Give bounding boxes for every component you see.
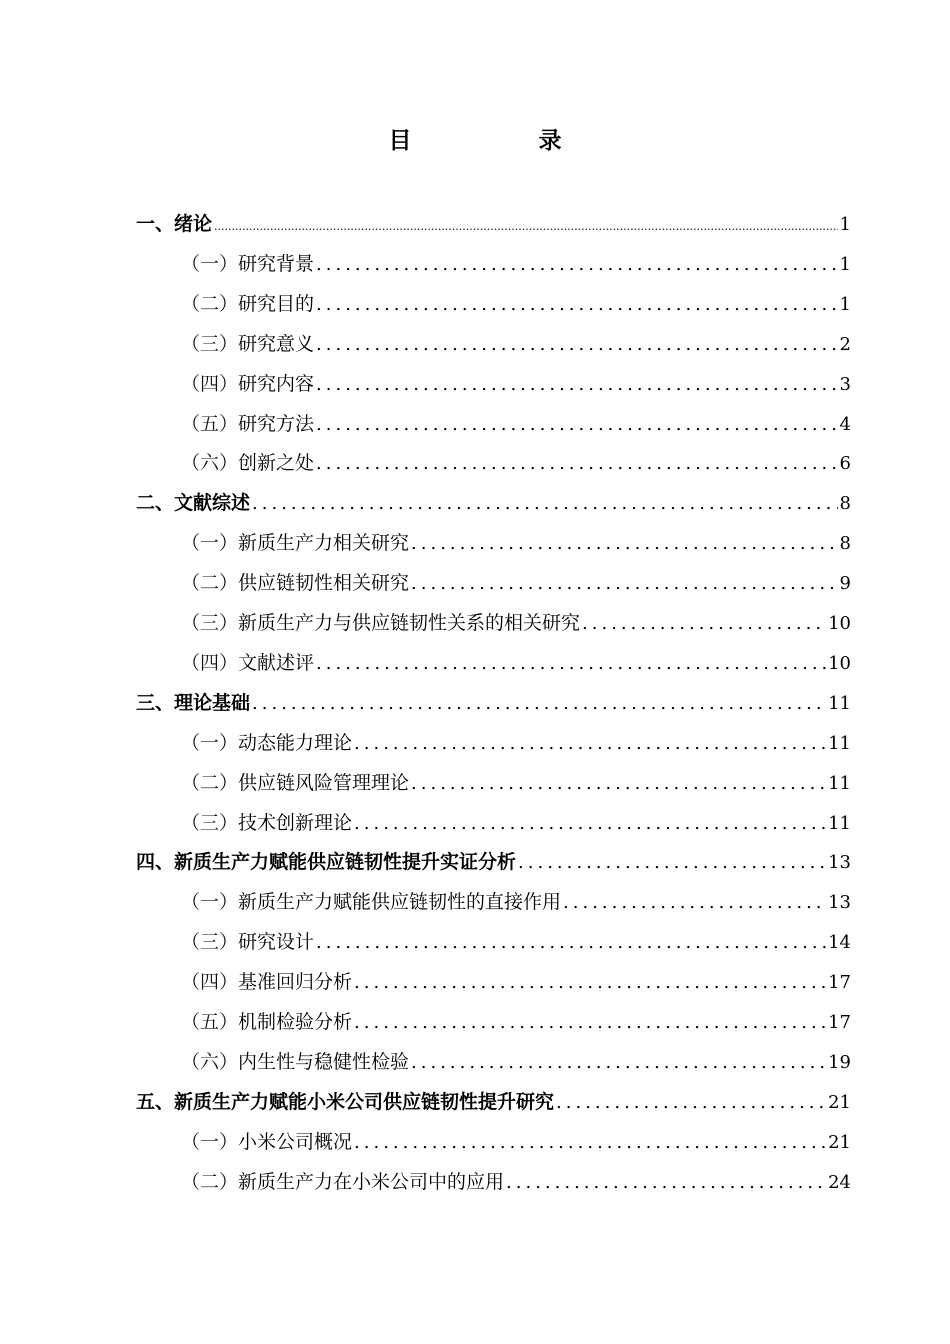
toc-entry-number: 三、 — [136, 691, 175, 714]
toc-section-entry[interactable] — [181, 763, 851, 803]
toc-dot-leader — [563, 883, 826, 923]
toc-dot-leader — [411, 764, 826, 804]
toc-page-number: 6 — [839, 453, 851, 475]
toc-page-number: 11 — [828, 772, 851, 794]
toc-dot-leader — [214, 207, 838, 247]
toc-page-number: 10 — [828, 652, 851, 674]
toc-entry-title: 小米公司概况 — [238, 1130, 353, 1153]
toc-page-number: 11 — [828, 732, 851, 754]
toc-dot-leader — [518, 843, 826, 883]
toc-dot-leader — [316, 405, 838, 445]
toc-entry-number: （六） — [181, 452, 239, 475]
toc-entry-number: 五、 — [136, 1090, 175, 1113]
toc-entry-title: 研究内容 — [238, 372, 315, 395]
toc-dot-leader — [316, 365, 838, 405]
toc-entry-title: 研究方法 — [238, 412, 315, 435]
toc-entry-number: （二） — [181, 292, 239, 315]
toc-page-number: 11 — [828, 692, 851, 714]
toc-entry-title: 理论基础 — [174, 691, 251, 714]
toc-section-entry[interactable] — [181, 324, 851, 364]
toc-chapter-entry[interactable] — [136, 204, 851, 244]
toc-entry-number: （一） — [181, 252, 239, 275]
toc-dot-leader — [252, 484, 838, 524]
toc-section-entry[interactable] — [181, 443, 851, 483]
toc-section-entry[interactable] — [181, 404, 851, 444]
toc-entry-title: 基准回归分析 — [238, 971, 353, 994]
toc-entry-title: 研究背景 — [238, 252, 315, 275]
toc-section-entry[interactable] — [181, 1042, 851, 1082]
toc-section-entry[interactable] — [181, 643, 851, 683]
toc-entry-title: 文献述评 — [238, 651, 315, 674]
toc-section-entry[interactable] — [181, 723, 851, 763]
toc-entry-number: （三） — [181, 811, 239, 834]
toc-entry-title: 新质生产力赋能供应链韧性提升实证分析 — [174, 851, 517, 874]
toc-section-entry[interactable] — [181, 563, 851, 603]
toc-entry-title: 供应链风险管理理论 — [238, 771, 410, 794]
toc-dot-leader — [316, 245, 838, 285]
toc-section-entry[interactable] — [181, 523, 851, 563]
toc-page-number: 19 — [828, 1051, 851, 1073]
toc-entry-number: （三） — [181, 931, 239, 954]
toc-page-number: 1 — [839, 214, 851, 235]
toc-section-entry[interactable] — [181, 603, 851, 643]
toc-entry-number: （五） — [181, 412, 239, 435]
toc-section-entry[interactable] — [181, 244, 851, 284]
toc-entry-title: 动态能力理论 — [238, 731, 353, 754]
toc-page-number: 21 — [828, 1091, 851, 1113]
toc-page-number: 14 — [828, 932, 851, 954]
toc-entry-number: 一、 — [136, 213, 175, 235]
toc-entry-number: （四） — [181, 651, 239, 674]
toc-section-entry[interactable] — [181, 962, 851, 1002]
toc-dot-leader — [411, 1043, 826, 1083]
toc-page-number: 24 — [828, 1171, 851, 1193]
toc-dot-leader — [316, 644, 826, 684]
toc-entry-title: 创新之处 — [238, 452, 315, 475]
toc-section-entry[interactable] — [181, 1162, 851, 1202]
toc-entry-number: （二） — [181, 771, 239, 794]
toc-entry-number: （一） — [181, 731, 239, 754]
toc-dot-leader — [354, 724, 826, 764]
toc-chapter-entry[interactable] — [136, 842, 851, 882]
toc-entry-title: 机制检验分析 — [238, 1011, 353, 1033]
toc-entry-title: 研究意义 — [238, 332, 315, 355]
toc-page-number: 3 — [839, 373, 851, 395]
toc-entry-number: （四） — [181, 372, 239, 395]
toc-page-number: 10 — [828, 613, 851, 634]
toc-entry-number: （六） — [181, 1050, 239, 1073]
page-title: 目 录 — [388, 128, 614, 154]
toc-section-entry[interactable] — [181, 922, 851, 962]
toc-chapter-entry[interactable] — [136, 1082, 851, 1122]
toc-dot-leader — [411, 564, 838, 604]
toc-dot-leader — [316, 325, 838, 365]
toc-dot-leader — [252, 684, 826, 724]
toc-entry-number: 四、 — [136, 851, 175, 874]
toc-entry-number: （五） — [181, 1011, 239, 1033]
toc-entry-number: （一） — [181, 1130, 239, 1153]
toc-dot-leader — [354, 804, 826, 844]
toc-entry-title: 技术创新理论 — [238, 811, 353, 834]
toc-page-number: 17 — [828, 1012, 851, 1033]
toc-page-number: 4 — [839, 413, 851, 435]
toc-page-number: 17 — [828, 972, 851, 994]
toc-section-entry[interactable] — [181, 882, 851, 922]
toc-dot-leader — [354, 1003, 826, 1043]
toc-dot-leader — [316, 923, 826, 963]
toc-entry-number: （一） — [181, 532, 239, 555]
toc-entry-number: （二） — [181, 572, 239, 595]
toc-entry-title: 内生性与稳健性检验 — [238, 1050, 410, 1073]
toc-dot-leader — [354, 1123, 826, 1163]
toc-entry-title: 新质生产力赋能小米公司供应链韧性提升研究 — [174, 1090, 555, 1113]
toc-entry-number: （四） — [181, 971, 239, 994]
toc-entry-title: 新质生产力相关研究 — [238, 532, 410, 555]
toc-dot-leader — [506, 1163, 826, 1203]
toc-page-number: 13 — [828, 852, 851, 874]
toc-entry-title: 新质生产力赋能供应链韧性的直接作用 — [238, 891, 562, 914]
toc-page-number: 21 — [828, 1131, 851, 1153]
toc-entry-number: （二） — [181, 1170, 239, 1193]
toc-page-number: 8 — [839, 533, 851, 555]
toc-section-entry[interactable] — [181, 284, 851, 324]
toc-dot-leader — [354, 963, 826, 1003]
toc-page-number: 13 — [828, 892, 851, 914]
toc-dot-leader — [316, 444, 838, 484]
toc-chapter-entry[interactable] — [136, 483, 851, 523]
toc-entry-number: 二、 — [136, 492, 175, 515]
toc-entry-title: 文献综述 — [174, 492, 251, 515]
toc-entry-number: （一） — [181, 891, 239, 914]
toc-entry-title: 供应链韧性相关研究 — [238, 572, 410, 595]
toc-page-number: 1 — [839, 253, 851, 275]
toc-section-entry[interactable] — [181, 364, 851, 404]
toc-page-number: 2 — [839, 333, 851, 355]
toc-entry-title: 新质生产力与供应链韧性关系的相关研究 — [238, 612, 581, 634]
toc-section-entry[interactable] — [181, 1002, 851, 1042]
toc-entry-title: 研究设计 — [238, 931, 315, 954]
toc-section-entry[interactable] — [181, 1122, 851, 1162]
toc-dot-leader — [582, 604, 826, 644]
toc-dot-leader — [411, 524, 838, 564]
toc-section-entry[interactable] — [181, 803, 851, 843]
toc-entry-number: （三） — [181, 612, 239, 634]
toc-page-number: 9 — [839, 573, 851, 595]
toc-entry-title: 研究目的 — [238, 292, 315, 315]
toc-entry-title: 绪论 — [174, 213, 213, 235]
toc-chapter-entry[interactable] — [136, 683, 851, 723]
toc-entry-number: （三） — [181, 332, 239, 355]
toc-page-number: 11 — [828, 812, 851, 834]
toc-page-number: 1 — [839, 293, 851, 315]
toc-dot-leader — [556, 1083, 826, 1123]
toc-page-number: 8 — [839, 493, 851, 515]
toc-entry-title: 新质生产力在小米公司中的应用 — [238, 1170, 505, 1193]
toc-dot-leader — [316, 285, 838, 325]
